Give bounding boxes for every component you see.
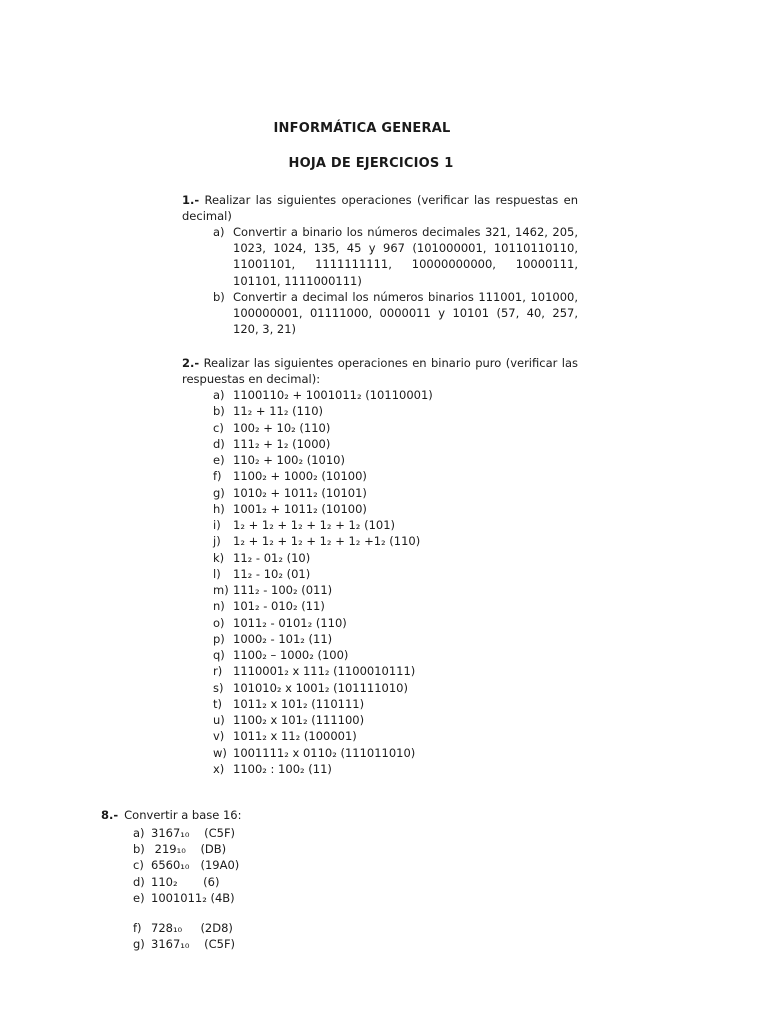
list-item: [213, 598, 433, 614]
list-item: [213, 582, 433, 598]
list-item: [213, 289, 578, 338]
list-item: [213, 452, 433, 468]
list-item-text: 1₂ + 1₂ + 1₂ + 1₂ + 1₂ +1₂ (110): [233, 534, 421, 549]
list-item-text: 1011₂ x 11₂ (100001): [233, 729, 357, 744]
list-item: [213, 566, 433, 582]
list-item-label: f): [133, 921, 142, 935]
section-1-number: 1.-: [182, 193, 200, 207]
list-item-text: 1001011₂ (4B): [151, 890, 235, 905]
list-item-text: 1001111₂ x 0110₂ (111011010): [233, 745, 416, 760]
list-item-text: 3167₁₀ (C5F): [151, 937, 236, 952]
list-item-label: c): [213, 420, 224, 435]
list-item: [213, 501, 433, 517]
section-2-list: [213, 387, 433, 777]
list-item: [213, 712, 433, 728]
list-item-label: i): [213, 518, 221, 532]
list-item-text: 1000₂ - 101₂ (11): [233, 631, 333, 646]
list-item-text: 1₂ + 1₂ + 1₂ + 1₂ + 1₂ (101): [233, 518, 395, 532]
list-item-text: 1100₂ – 1000₂ (100): [233, 648, 349, 662]
list-item: [213, 468, 433, 484]
list-item: [213, 631, 433, 647]
list-item-label: h): [213, 501, 225, 516]
list-item: [133, 920, 235, 936]
list-item: [213, 761, 433, 777]
list-item: [213, 550, 433, 566]
document-subtitle: HOJA DE EJERCICIOS 1: [288, 156, 454, 171]
list-item-text: 1001₂ + 1011₂ (10100): [233, 501, 367, 516]
list-item-label: d): [213, 436, 225, 451]
list-item-label: f): [213, 469, 222, 484]
list-item-text: 101010₂ x 1001₂ (101111010): [233, 680, 408, 695]
list-item-label: a): [213, 225, 225, 239]
list-item: [213, 663, 433, 679]
list-item-label: c): [133, 858, 144, 873]
list-item-text: 111₂ - 100₂ (011): [233, 583, 333, 597]
list-item: [213, 436, 433, 452]
list-item-text: 111₂ + 1₂ (1000): [233, 436, 331, 451]
list-item-text: 6560₁₀ (19A0): [151, 858, 240, 873]
list-item-label: r): [213, 664, 223, 679]
list-item-text: 3167₁₀ (C5F): [151, 826, 236, 840]
list-item-text: Convertir a decimal los números binarios 111001, 101000, 100000001, 01111000, 0000011 y 10101 (57, 40, 257, 120, 3, 21): [233, 289, 578, 337]
list-item: [213, 420, 433, 436]
list-item-label: q): [213, 648, 225, 662]
list-item-text: 1011₂ - 0101₂ (110): [233, 615, 347, 630]
list-item-text: 110₂ (6): [151, 874, 220, 889]
list-item-label: v): [213, 729, 225, 744]
list-item: [213, 696, 433, 712]
list-item-label: m): [213, 583, 229, 597]
section-2-intro: [182, 355, 578, 387]
list-item-label: e): [213, 453, 225, 467]
section-8-intro: [101, 808, 242, 822]
list-item: [213, 533, 433, 549]
section-8-list: [133, 825, 239, 906]
list-item-label: g): [133, 937, 145, 952]
list-item-text: 100₂ + 10₂ (110): [233, 420, 331, 435]
list-item-text: 219₁₀ (DB): [151, 842, 227, 857]
list-item: [213, 728, 433, 744]
list-item-text: 11₂ - 10₂ (01): [233, 566, 311, 581]
list-item-label: l): [213, 566, 221, 581]
list-item-label: w): [213, 745, 227, 760]
list-item: [213, 615, 433, 631]
list-item-label: n): [213, 599, 225, 614]
list-item: [213, 647, 433, 663]
list-item: [133, 857, 239, 873]
list-item-label: g): [213, 485, 225, 500]
list-item-text: 1011₂ x 101₂ (110111): [233, 696, 365, 711]
list-item: [213, 387, 433, 403]
document-title: INFORMÁTICA GENERAL: [273, 121, 451, 136]
list-item-text: Convertir a binario los números decimales 321, 1462, 205, 1023, 1024, 135, 45 y 967 (101000001, 10110110110, 11001101, 1111111111, 10000000000, 10000111, 101101, 1111000111): [233, 225, 578, 288]
list-item: [133, 890, 239, 906]
list-item: [213, 517, 433, 533]
list-item-label: j): [213, 534, 221, 549]
list-item: [133, 825, 239, 841]
list-item-label: o): [213, 615, 225, 630]
list-item-text: 1100₂ : 100₂ (11): [233, 761, 332, 776]
list-item-label: b): [213, 404, 225, 419]
section-1-intro-text: Realizar las siguientes operaciones (verificar las respuestas en decimal): [182, 193, 578, 223]
section-1-list: [213, 224, 578, 337]
list-item: [213, 403, 433, 419]
list-item-label: a): [213, 388, 225, 402]
list-item-label: x): [213, 761, 225, 776]
section-8-number: 8.-: [101, 808, 119, 822]
list-item-label: b): [133, 842, 145, 857]
list-item: [133, 841, 239, 857]
list-item-label: e): [133, 890, 145, 905]
list-item-text: 11₂ - 01₂ (10): [233, 550, 311, 565]
list-item-label: a): [133, 826, 145, 840]
section-1-intro: [182, 192, 578, 224]
list-item-label: d): [133, 874, 145, 889]
section-2-intro-text: Realizar las siguientes operaciones en binario puro (verificar las respuestas en decimal):: [182, 356, 578, 386]
list-item-label: u): [213, 713, 225, 727]
list-item-label: b): [213, 289, 225, 304]
list-item: [213, 485, 433, 501]
section-8-intro-text: Convertir a base 16:: [124, 808, 242, 822]
section-2-number: 2.-: [182, 356, 200, 370]
list-item-text: 110₂ + 100₂ (1010): [233, 453, 345, 467]
list-item-text: 1110001₂ x 111₂ (1100010111): [233, 664, 416, 679]
list-item: [213, 745, 433, 761]
list-item-text: 11₂ + 11₂ (110): [233, 404, 324, 419]
list-item-text: 1100₂ x 101₂ (111100): [233, 713, 365, 727]
list-item: [213, 224, 578, 289]
list-item: [133, 936, 235, 952]
list-item-text: 1100110₂ + 1001011₂ (10110001): [233, 388, 433, 402]
list-item-label: p): [213, 631, 225, 646]
list-item-text: 1100₂ + 1000₂ (10100): [233, 469, 367, 484]
list-item-text: 728₁₀ (2D8): [151, 921, 233, 935]
list-item-text: 101₂ - 010₂ (11): [233, 599, 325, 614]
list-item: [213, 680, 433, 696]
section-8-list-continued: [133, 920, 235, 952]
list-item: [133, 874, 239, 890]
list-item-label: k): [213, 550, 225, 565]
list-item-label: s): [213, 680, 224, 695]
list-item-label: t): [213, 696, 222, 711]
list-item-text: 1010₂ + 1011₂ (10101): [233, 485, 367, 500]
